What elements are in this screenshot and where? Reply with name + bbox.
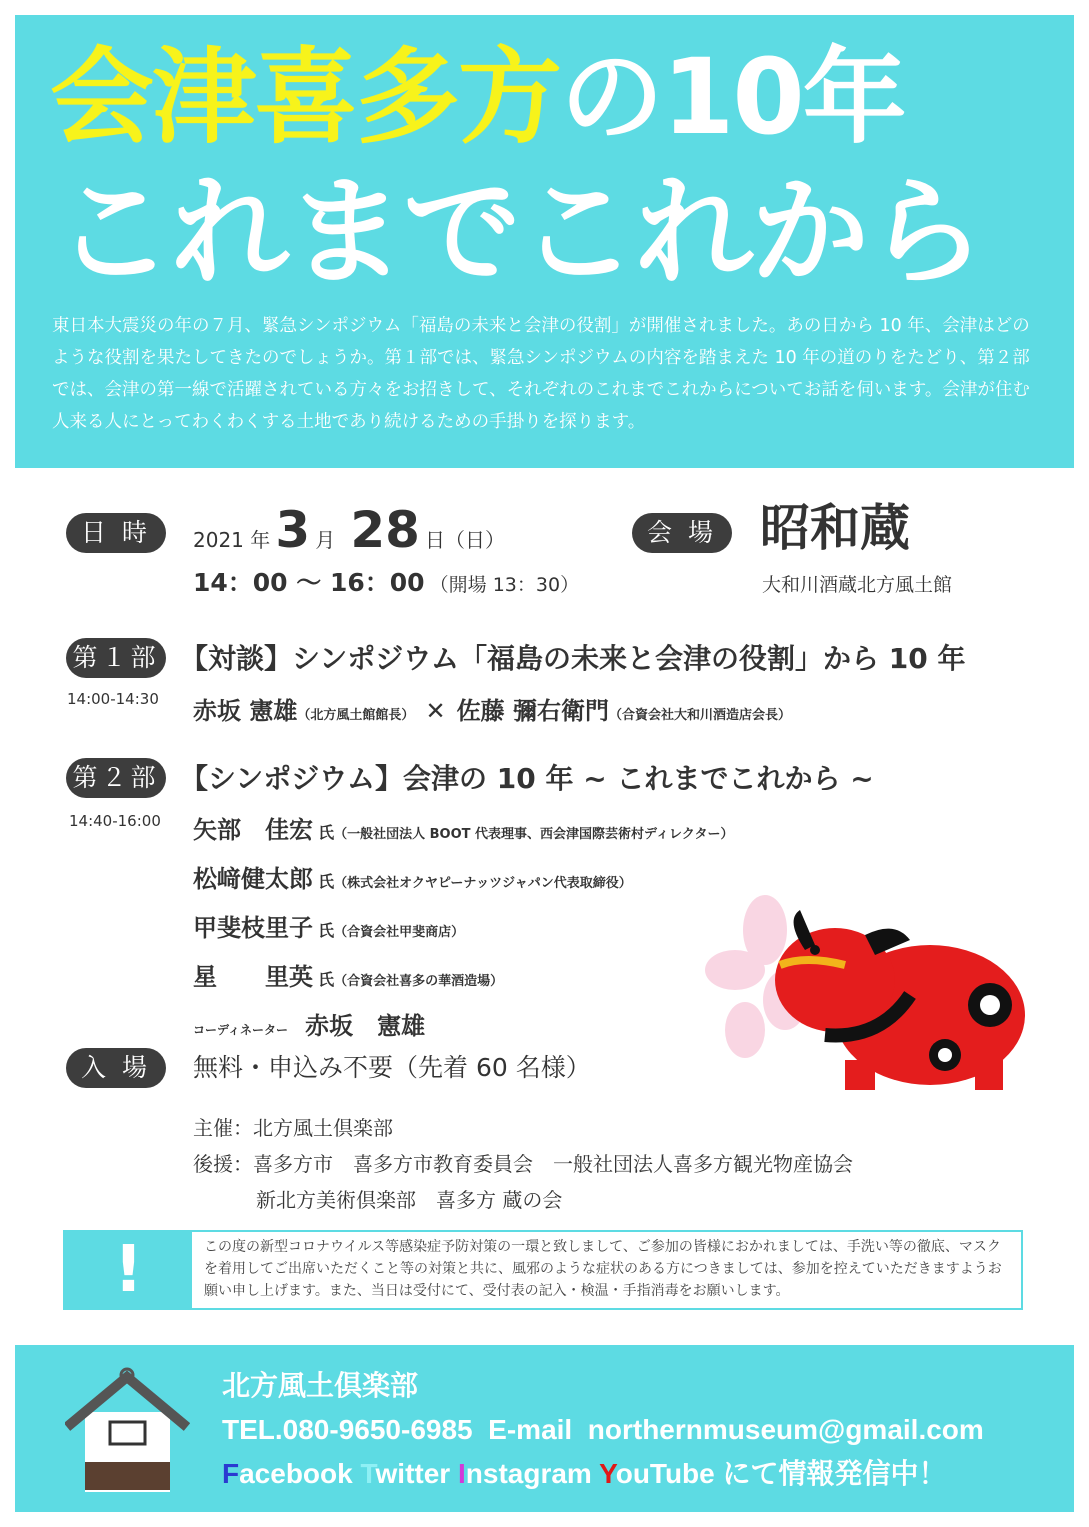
facebook-link[interactable]: Facebook [222,1458,353,1489]
twitter-link[interactable]: Twitter [360,1458,451,1489]
organizers: 主催：北方風土倶楽部 後援：喜多方市 喜多方市教育委員会 一般社団法人喜多方観光物産協会 新北方美術倶楽部 喜多方 蔵の会 [193,1116,853,1212]
part1-title: 【対談】シンポジウム「福島の未来と会津の役割」から 10 年 [180,642,966,675]
admission-text: 無料・申込み不要（先着 60 名様） [193,1053,591,1082]
part1-time: 14:00-14:30 [67,690,159,708]
intro-text: 東日本大震災の年の７月、緊急シンポジウム「福島の未来と会津の役割」が開催されました。あの日から 10 年、会津はどのような役割を果たしてきたのでしょうか。第１部では、緊急シンポジウムの内容を踏まえた 10 年の道のりをたどり、第２部では、会津の第一線で活躍されている方々をお招きして、それぞれのこれまでこれからについてお話を伺います。会津が住む人来る人にとってわくわくする土地であり続けるための手掛りを探ります。 [52,316,1030,432]
part1-speakers: 赤坂 憲雄（北方風土館館長） ✕ 佐藤 彌右衛門（合資会社大和川酒造店会長） [193,697,792,725]
instagram-link[interactable]: Instagram [458,1458,592,1489]
part2-label: 第２部 [66,758,166,798]
youtube-link[interactable]: YouTube [599,1458,715,1489]
event-time: 14：00 ～ 16：00 （開場 13：30） [193,568,580,597]
event-date: 2021 年 3 月 28 日（日） [193,501,506,559]
panelist-list [193,808,733,1053]
venue-name: 昭和蔵 [760,499,910,557]
part2-time: 14:40-16:00 [69,812,161,830]
datetime-label: 日 時 [66,513,166,553]
subtitle: これまでこれから [55,163,984,301]
exclamation-icon: ! [65,1232,192,1308]
email-link[interactable]: northernmuseum@gmail.com [587,1414,984,1445]
footer-org: 北方風土倶楽部 [222,1370,419,1401]
coordinator: コーディネーター 赤坂 憲雄 [193,1012,426,1040]
storehouse-icon [65,1367,190,1492]
part1-label: 第１部 [66,638,166,678]
panelist: 矢部 佳宏 氏（一般社団法人 BOOT 代表理事、西会津国際芸術村ディレクター） [193,816,734,844]
panelist: 星 里英 氏（合資会社喜多の華酒造場） [193,963,504,991]
panelist: 甲斐枝里子 氏（合資会社甲斐商店） [193,914,465,942]
footer-contact: TEL.080-9650-6985 E-mail northernmuseum@gmail.com [222,1414,984,1445]
footer-sns: Facebook Twitter Instagram YouTube にて情報発信中！ [222,1458,947,1489]
covid-notice: ! この度の新型コロナウイルス等感染症予防対策の一環と致しまして、ご参加の皆様におかれましては、手洗い等の徹底、マスクを着用してご出席いただくこと等の対策と共に、風邪のような症状のある方につきましては、参加を控えていただきますようお願い申し上げます。また、当日は受付にて、受付表の記入・検温・手指消毒をお願いします。 [63,1230,1023,1310]
akabeko-illustration [705,890,1035,1100]
admission-label: 入 場 [66,1048,166,1088]
venue-label: 会 場 [632,513,732,553]
panelist: 松﨑健太郎 氏（株式会社オクヤピーナッツジャパン代表取締役） [193,865,632,893]
title: 会津喜多方の10年 [50,36,905,158]
venue-detail: 大和川酒蔵北方風土館 [762,574,953,596]
part2-title: 【シンポジウム】会津の 10 年 ~ これまでこれから ~ [180,762,874,795]
